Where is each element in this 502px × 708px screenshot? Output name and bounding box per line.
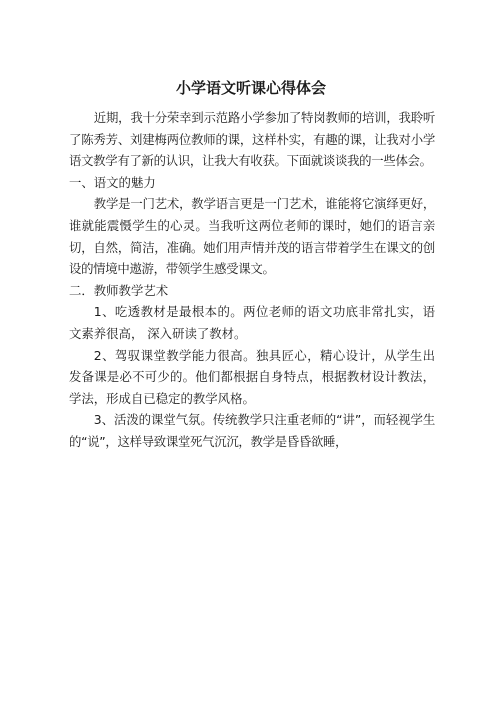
- document-title: 小学语文听课心得体会: [175, 79, 326, 97]
- section-1-paragraph: 教学是一门艺术，教学语言更是一门艺术，谁能将它演绎更好，谁就能震慑学生的心灵。当我听这两位老师的课时，她们的语言亲切，自然，简洁，准确。她们用声情并茂的语言带着学生在课文的创设的情境中遨游，带领学生感受课文。: [69, 196, 435, 277]
- section-heading-1: 一、语文的魅力: [69, 174, 156, 190]
- section-heading-2: 二．教师教学艺术: [69, 282, 169, 298]
- point-3-paragraph: 3、活泼的课堂气氛。传统教学只注重老师的“讲”，而轻视学生的“说”，这样导致课堂死气沉沉，教学是昏昏欲睡，: [69, 412, 435, 449]
- intro-paragraph: 近期，我十分荣幸到示范路小学参加了特岗教师的培训，我聆听了陈秀芳、刘建梅两位教师的课，这样朴实，有趣的课，让我对小学语文教学有了新的认识，让我大有收获。下面就谈谈我的一些体会。: [69, 110, 435, 169]
- point-2-paragraph: 2、驾驭课堂教学能力很高。独具匠心，精心设计，从学生出发备课是必不可少的。他们都根据自身特点，根据教材设计教法，学法，形成自已稳定的教学风格。: [69, 347, 435, 406]
- document-body: [69, 107, 435, 453]
- point-1-paragraph: 1、吃透教材是最根本的。两位老师的语文功底非常扎实，语文素养很高， 深入研读了教材。: [69, 304, 435, 341]
